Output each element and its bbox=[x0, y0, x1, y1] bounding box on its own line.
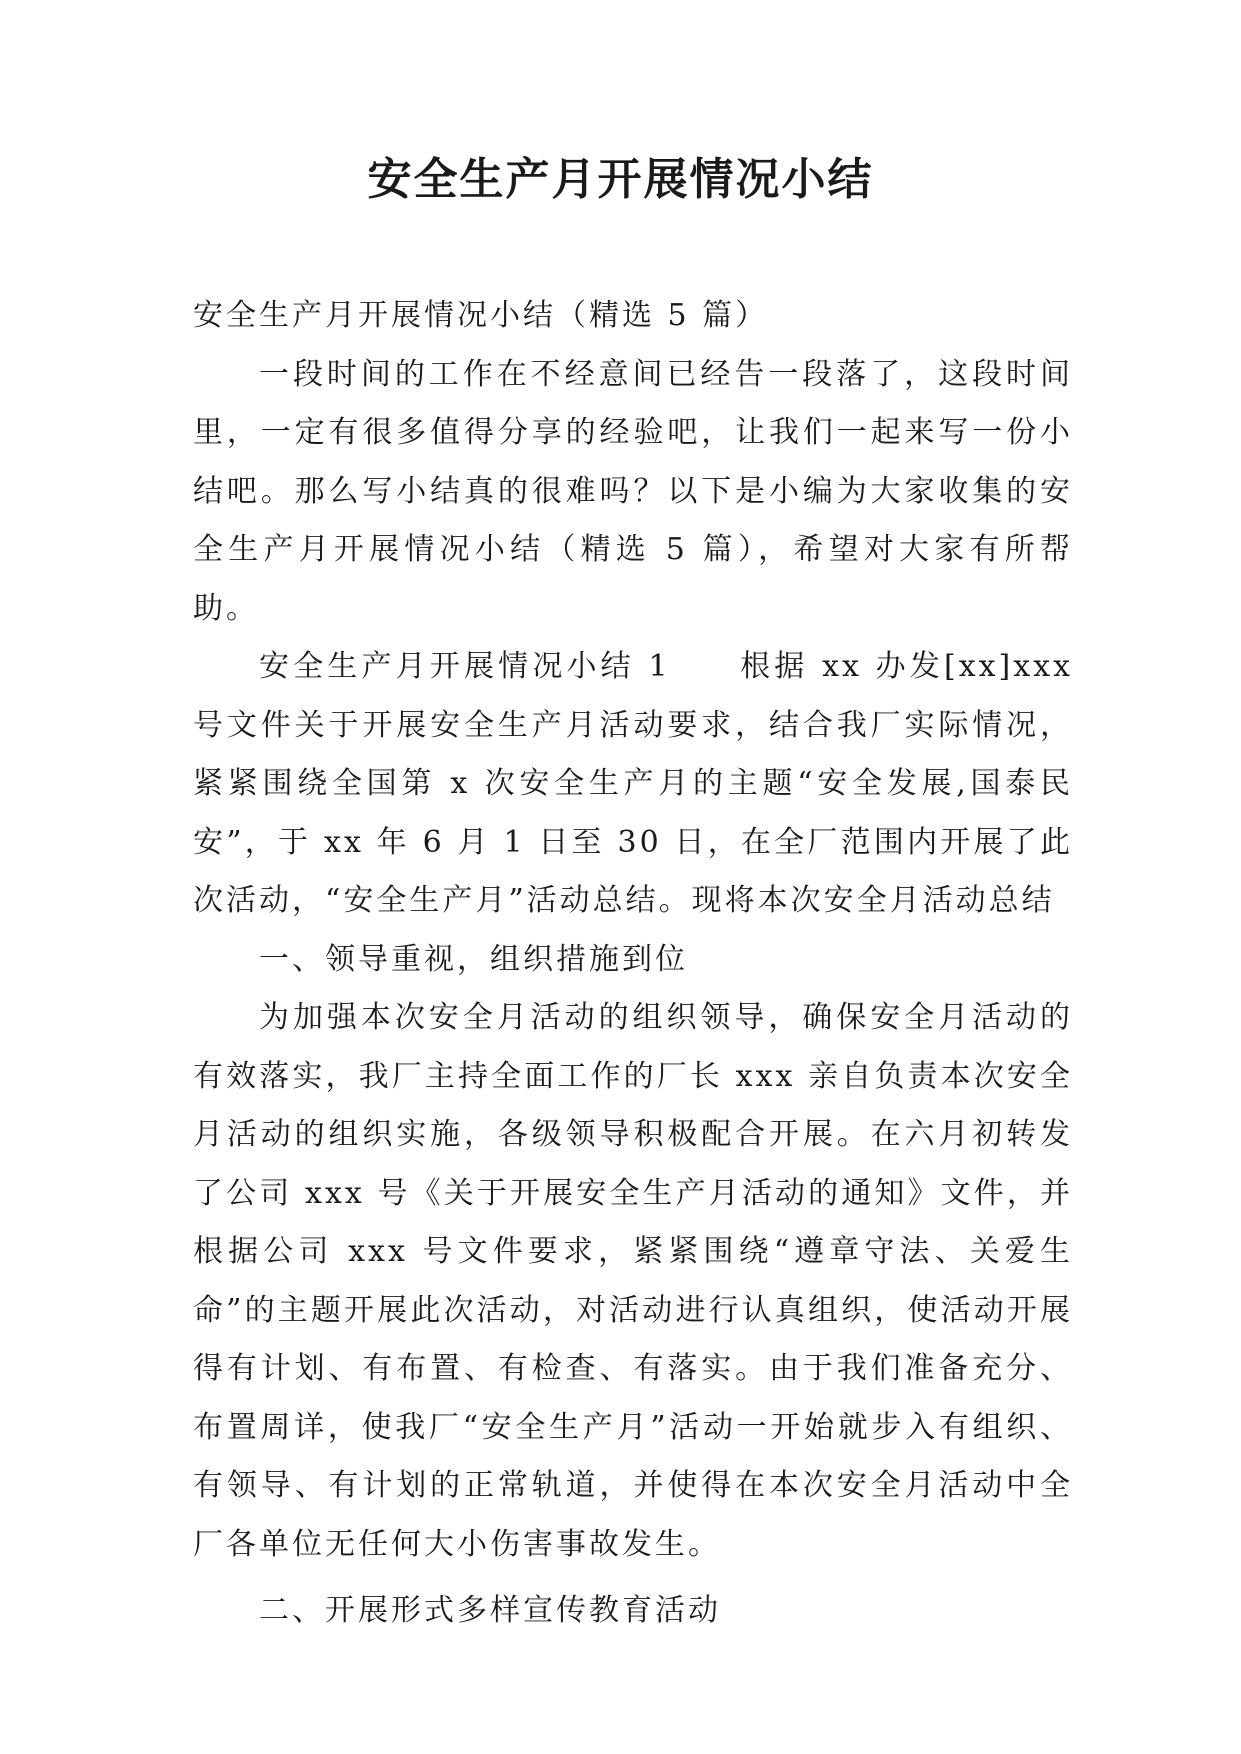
section-1-paragraph: 为加强本次安全月活动的组织领导，确保安全月活动的有效落实，我厂主持全面工作的厂长 xxx 亲自负责本次安全月活动的组织实施，各级领导积极配合开展。在六月初转发了公司 xxx 号《关于开展安全生产月活动的通知》文件，并根据公司 xxx 号文件要求，紧紧围绕“遵章守法、关爱生命”的主题开展此次活动，对活动进行认真组织，使活动开展得有计划、有布置、有检查、有落实。由于我们准备充分、布置周详，使我厂“安全生产月”活动一开始就步入有组织、有领导、有计划的正常轨道，并使得在本次安全月活动中全厂各单位无任何大小伤害事故发生。 bbox=[193, 1000, 1073, 1562]
section-heading-2: 二、开展形式多样宣传教育活动 bbox=[259, 1593, 721, 1628]
document-title: 安全生产月开展情况小结 bbox=[367, 154, 874, 205]
intro-paragraph: 一段时间的工作在不经意间已经告一段落了，这段时间里，一定有很多值得分享的经验吧，让我们一起来写一份小结吧。那么写小结真的很难吗？以下是小编为大家收集的安全生产月开展情况小结（精选 5 篇），希望对大家有所帮助。 bbox=[193, 356, 1073, 626]
summary-1-paragraph: 安全生产月开展情况小结 1 根据 xx 办发[xx]xxx 号文件关于开展安全生产月活动要求，结合我厂实际情况，紧紧围绕全国第 x 次安全生产月的主题“安全发展,国泰民安”，于 xx 年 6 月 1 日至 30 日，在全厂范围内开展了此次活动，“安全生产月”活动总结。现将本次安全月活动总结 bbox=[193, 649, 1073, 918]
section-heading-1: 一、领导重视，组织措施到位 bbox=[259, 941, 688, 977]
document-body bbox=[193, 287, 1073, 1641]
subtitle-paragraph: 安全生产月开展情况小结（精选 5 篇） bbox=[193, 298, 769, 333]
